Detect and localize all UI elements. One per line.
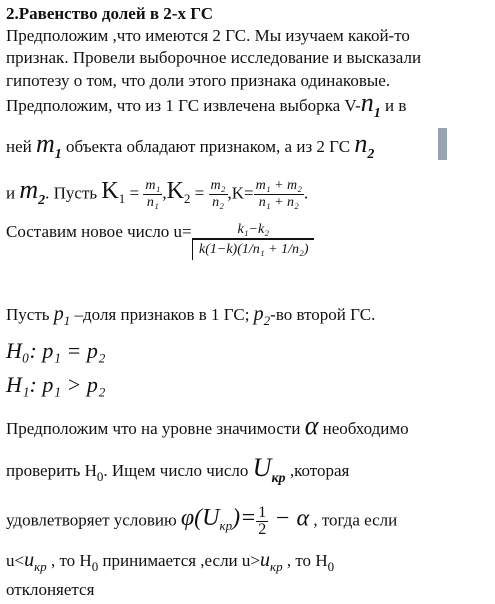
u-fraction: $\frac{\text{k₁−k₂}}{\text{k(1−k)(1/n₁ + 1/n₂)}}$	[192, 222, 314, 260]
text-line-13	[6, 505, 397, 538]
text-fragment: удовлетворяет условию	[6, 510, 181, 530]
text-fragment: Пусть	[6, 305, 54, 324]
K-fraction: $\frac{\text{m₁ + m₂}}{\text{n₁ + n₂}}$	[255, 178, 303, 210]
equals-sign: =	[125, 183, 144, 203]
text-fragment: Предположим, что из 1 ГС извлечена выборка V-	[6, 96, 361, 115]
text-fragment: . Ищем число число	[103, 461, 253, 480]
text-fragment: объекта обладают признаком, а из 2 ГС	[61, 137, 355, 156]
text-fragment: , то	[282, 551, 316, 570]
period: .	[304, 183, 309, 203]
minus-alpha: − α	[268, 505, 310, 532]
comma: ,	[162, 183, 167, 203]
H0-symbol: $H_0$	[315, 551, 335, 574]
hypothesis-H1: H₁: p₁ > p₂	[6, 372, 106, 397]
ukr-symbol: $u_{кр}$	[24, 549, 47, 574]
text-line-14	[6, 550, 334, 577]
text-fragment: и	[6, 183, 20, 203]
p2-symbol: $p_2$	[253, 303, 271, 328]
text-line-5	[6, 129, 375, 165]
n2-symbol: $n_2$	[354, 129, 375, 162]
H0-symbol: $H_0$	[79, 551, 99, 574]
K2-fraction: $\frac{\text{m₂}}{\text{n₂}}$	[210, 178, 226, 210]
text-fragment: принимается ,если u>	[98, 551, 260, 570]
text-line-1: Предположим ,что имеются 2 ГС. Мы изучаем какой-то	[6, 26, 410, 45]
text-line-8	[6, 304, 375, 331]
m2-symbol: $m_2$	[19, 175, 46, 209]
text-fragment: необходимо	[318, 419, 409, 438]
text-cursor-marker	[438, 128, 447, 160]
m1-symbol: $m_1$	[36, 129, 62, 162]
alpha-symbol: α	[304, 411, 319, 440]
text-line-2: признак. Провели выборочное исследование и высказали	[6, 48, 422, 67]
equals-sign: =	[190, 183, 209, 203]
p1-symbol: $p_1$	[53, 303, 71, 328]
text-fragment: –доля признаков в 1 ГС;	[70, 305, 254, 324]
K1-fraction: $\frac{\text{m₁}}{\text{n₁}}$	[145, 178, 161, 210]
K1-symbol: $K_1$	[101, 178, 126, 207]
text-line-3: гипотезу о том, что доли этого признака одинаковые.	[6, 71, 391, 90]
text-fragment: -во второй ГС.	[270, 305, 376, 324]
text-fragment: ,которая	[285, 461, 350, 480]
text-fragment: и в	[380, 96, 407, 115]
hypothesis-H0: H₀: p₁ = p₂	[6, 338, 106, 363]
H0-symbol: $H_0$	[84, 461, 104, 484]
text-fragment: проверить	[6, 461, 85, 480]
text-fragment: ,K=	[227, 183, 254, 203]
text-fragment: . Пусть	[45, 183, 102, 203]
text-fragment: , то	[46, 551, 80, 570]
text-fragment: Предположим что на уровне значимости	[6, 419, 305, 438]
half-fraction: $\frac{1}{2}$	[258, 504, 267, 538]
text-line-6	[6, 175, 309, 211]
text-line-4	[6, 88, 407, 124]
n1-symbol: $n_1$	[360, 88, 381, 121]
text-fragment: ней	[6, 137, 36, 156]
text-line-12	[6, 453, 350, 489]
ukr-symbol: $u_{кр}$	[260, 549, 283, 574]
Ukr-symbol: $U_{кр}$	[252, 453, 286, 486]
phi-expression: $\varphi(U_{кр})=$	[180, 505, 257, 534]
text-line-7: Составим новое число u=	[6, 222, 192, 241]
text-fragment: u<	[6, 551, 25, 570]
K2-symbol: $K_2$	[166, 178, 191, 207]
u-formula	[192, 222, 314, 260]
section-title: 2.Равенство долей в 2-х ГС	[6, 4, 214, 23]
sqrt-denominator: k(1−k)(1/n₁ + 1/n₂)	[192, 239, 314, 260]
text-line-11	[6, 411, 409, 440]
text-line-15: отклоняется	[6, 580, 95, 599]
text-fragment: , тогда если	[309, 510, 398, 530]
